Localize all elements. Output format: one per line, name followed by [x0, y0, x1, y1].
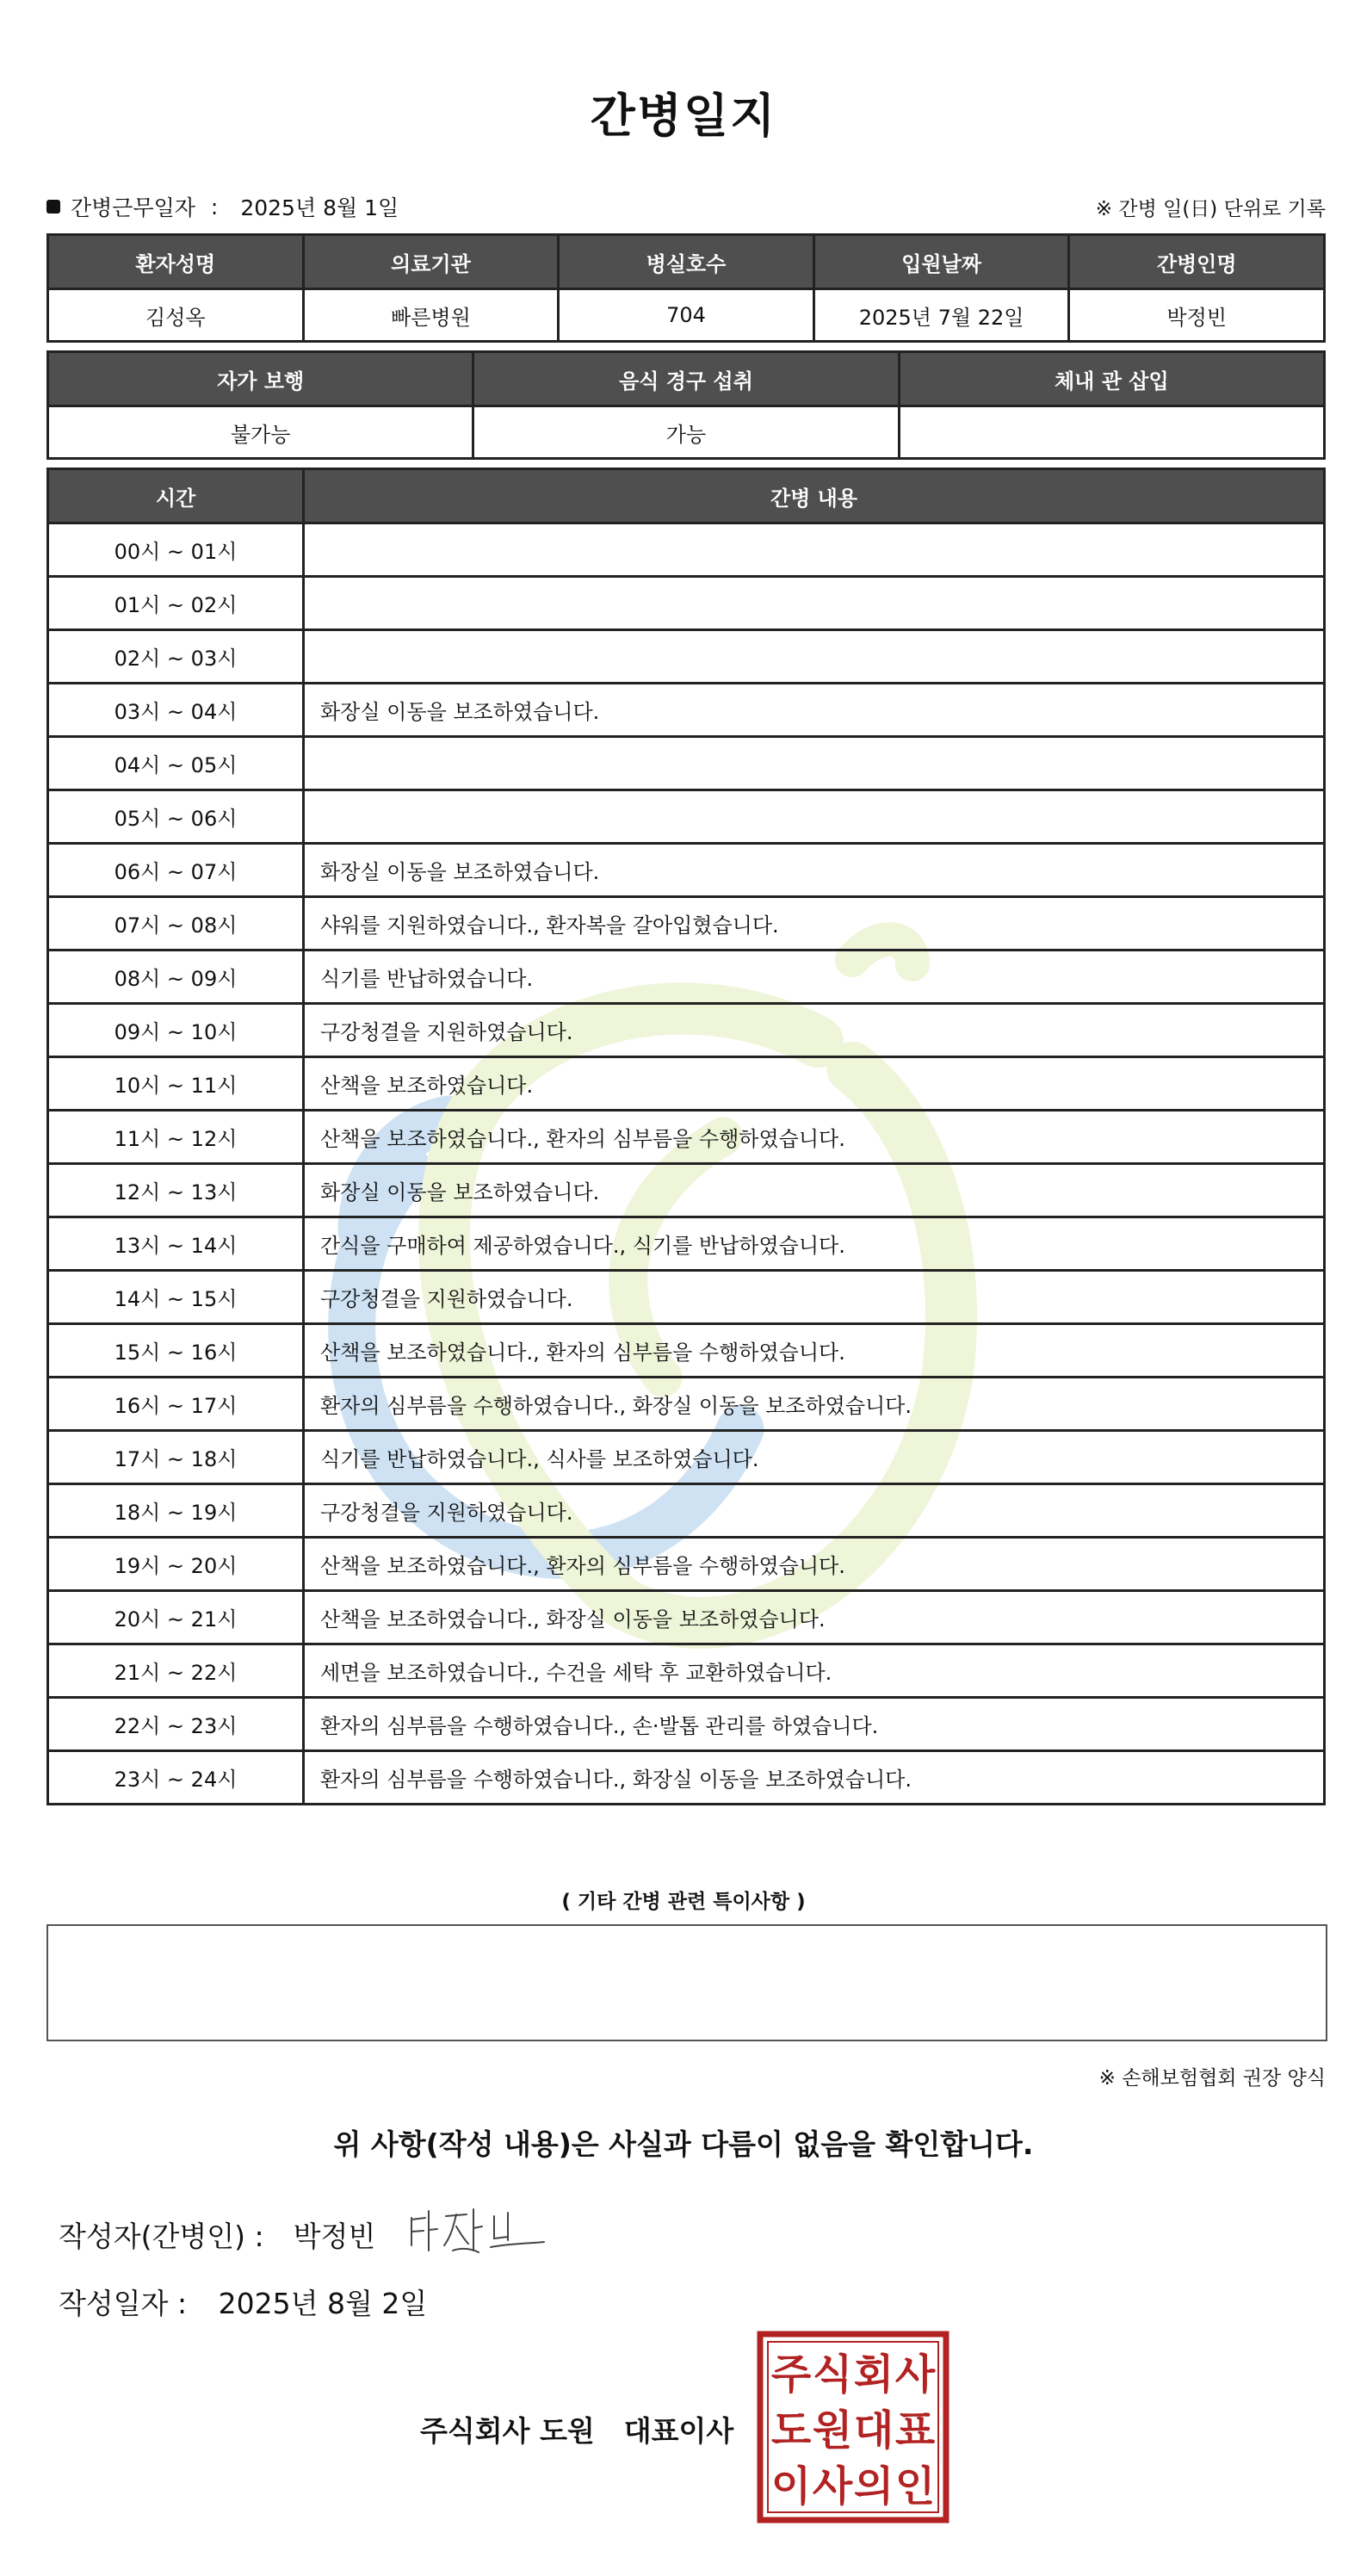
- time-cell: 13시 ~ 14시: [48, 1217, 304, 1271]
- table-row: [48, 1484, 1325, 1538]
- table-row: [48, 897, 1325, 951]
- header-tube-insertion: 체내 관 삽입: [899, 352, 1324, 406]
- header-care-content: 간병 내용: [304, 469, 1325, 523]
- patient-info-header-row: [48, 235, 1325, 289]
- content-cell: 구강청결을 지원하였습니다.: [304, 1271, 1325, 1324]
- content-cell: [304, 737, 1325, 790]
- time-cell: 23시 ~ 24시: [48, 1751, 304, 1805]
- header-room-number: 병실호수: [559, 235, 814, 289]
- content-cell: 간식을 구매하여 제공하였습니다., 식기를 반납하였습니다.: [304, 1217, 1325, 1271]
- svg-text:사: 사: [812, 2462, 853, 2511]
- table-row: [48, 844, 1325, 897]
- svg-text:의: 의: [853, 2462, 894, 2511]
- time-cell: 10시 ~ 11시: [48, 1057, 304, 1111]
- table-row: [48, 1111, 1325, 1164]
- table-row: [48, 1324, 1325, 1378]
- table-row: [48, 1004, 1325, 1057]
- time-cell: 14시 ~ 15시: [48, 1271, 304, 1324]
- content-cell: 산책을 보조하였습니다., 환자의 심부름을 수행하였습니다.: [304, 1111, 1325, 1164]
- svg-text:대: 대: [853, 2406, 894, 2455]
- writer-label: 작성자(간병인) :: [59, 2220, 264, 2253]
- time-cell: 11시 ~ 12시: [48, 1111, 304, 1164]
- care-log-header-row: [48, 469, 1325, 523]
- content-cell: 샤워를 지원하였습니다., 환자복을 갈아입혔습니다.: [304, 897, 1325, 951]
- svg-text:주: 주: [770, 2350, 812, 2399]
- content-cell: [304, 630, 1325, 684]
- time-cell: 01시 ~ 02시: [48, 577, 304, 630]
- table-row: [48, 1644, 1325, 1698]
- table-row: [48, 1538, 1325, 1591]
- unit-note: ※ 간병 일(日) 단위로 기록: [1095, 198, 1326, 220]
- svg-text:인: 인: [894, 2462, 936, 2511]
- writer-name: 박정빈: [293, 2220, 376, 2253]
- content-cell: 식기를 반납하였습니다.: [304, 951, 1325, 1004]
- content-cell: 구강청결을 지원하였습니다.: [304, 1484, 1325, 1538]
- table-row: [48, 1698, 1325, 1751]
- content-cell: 환자의 심부름을 수행하였습니다., 손·발톱 관리를 하였습니다.: [304, 1698, 1325, 1751]
- writer-line: [59, 2214, 375, 2255]
- written-date-line: [59, 2282, 427, 2322]
- written-date-label: 작성일자 :: [59, 2287, 188, 2320]
- work-date-colon: :: [210, 194, 219, 220]
- representative-title: 대표이사: [623, 2414, 734, 2448]
- content-cell: 세면을 보조하였습니다., 수건을 세탁 후 교환하였습니다.: [304, 1644, 1325, 1698]
- admission-date: 2025년 7월 22일: [813, 289, 1069, 342]
- table-row: [48, 1751, 1325, 1805]
- work-date-line: [46, 191, 399, 222]
- svg-text:식: 식: [812, 2350, 853, 2399]
- care-log-table: [46, 468, 1326, 1805]
- content-cell: 환자의 심부름을 수행하였습니다., 화장실 이동을 보조하였습니다.: [304, 1751, 1325, 1805]
- table-row: [48, 630, 1325, 684]
- content-cell: [304, 577, 1325, 630]
- oral-intake-value: 가능: [473, 406, 899, 459]
- work-date-value: 2025년 8월 1일: [240, 195, 399, 220]
- ability-value-row: [48, 406, 1325, 459]
- time-cell: 02시 ~ 03시: [48, 630, 304, 684]
- table-row: [48, 1217, 1325, 1271]
- patient-info-table: [46, 233, 1326, 343]
- tube-insertion-value: [899, 406, 1324, 459]
- time-cell: 06시 ~ 07시: [48, 844, 304, 897]
- patient-name: 김성옥: [48, 289, 304, 342]
- time-cell: 18시 ~ 19시: [48, 1484, 304, 1538]
- room-number: 704: [559, 289, 814, 342]
- table-row: [48, 951, 1325, 1004]
- self-walking-value: 불가능: [48, 406, 473, 459]
- table-row: [48, 1164, 1325, 1217]
- header-time: 시간: [48, 469, 304, 523]
- ability-header-row: [48, 352, 1325, 406]
- institution: 빠른병원: [303, 289, 559, 342]
- time-cell: 16시 ~ 17시: [48, 1378, 304, 1431]
- content-cell: 화장실 이동을 보조하였습니다.: [304, 684, 1325, 737]
- table-row: [48, 1057, 1325, 1111]
- content-cell: 산책을 보조하였습니다., 화장실 이동을 보조하였습니다.: [304, 1591, 1325, 1644]
- confirmation-statement: 위 사항(작성 내용)은 사실과 다름이 없음을 확인합니다.: [333, 2127, 1034, 2161]
- svg-text:사: 사: [894, 2350, 936, 2399]
- time-cell: 15시 ~ 16시: [48, 1324, 304, 1378]
- svg-text:원: 원: [812, 2406, 853, 2455]
- association-note: ※ 손해보험협회 권장 양식: [1098, 2067, 1326, 2090]
- time-cell: 22시 ~ 23시: [48, 1698, 304, 1751]
- svg-text:표: 표: [894, 2406, 936, 2455]
- table-row: [48, 1591, 1325, 1644]
- time-cell: 21시 ~ 22시: [48, 1644, 304, 1698]
- bullet-square-icon: [46, 200, 60, 214]
- patient-info-value-row: [48, 289, 1325, 342]
- header-self-walking: 자가 보행: [48, 352, 473, 406]
- ability-info-table: [46, 350, 1326, 460]
- content-cell: 구강청결을 지원하였습니다.: [304, 1004, 1325, 1057]
- content-cell: 산책을 보조하였습니다.: [304, 1057, 1325, 1111]
- header-caregiver-name: 간병인명: [1069, 235, 1325, 289]
- company-name: 주식회사 도원: [420, 2414, 595, 2448]
- table-row: [48, 684, 1325, 737]
- time-cell: 19시 ~ 20시: [48, 1538, 304, 1591]
- svg-text:도: 도: [770, 2406, 812, 2455]
- header-admission-date: 입원날짜: [813, 235, 1069, 289]
- time-cell: 00시 ~ 01시: [48, 523, 304, 577]
- content-cell: 환자의 심부름을 수행하였습니다., 화장실 이동을 보조하였습니다.: [304, 1378, 1325, 1431]
- table-row: [48, 1431, 1325, 1484]
- document-title: 간병일지: [590, 89, 777, 143]
- table-row: [48, 1378, 1325, 1431]
- content-cell: 산책을 보조하였습니다., 환자의 심부름을 수행하였습니다.: [304, 1538, 1325, 1591]
- time-cell: 12시 ~ 13시: [48, 1164, 304, 1217]
- time-cell: 04시 ~ 05시: [48, 737, 304, 790]
- handwritten-signature: [405, 2201, 551, 2261]
- company-line: [420, 2409, 733, 2449]
- table-row: [48, 737, 1325, 790]
- content-cell: 화장실 이동을 보조하였습니다.: [304, 844, 1325, 897]
- work-date-label: 간병근무일자: [71, 195, 195, 220]
- company-seal-stamp: [756, 2330, 950, 2524]
- time-cell: 03시 ~ 04시: [48, 684, 304, 737]
- time-cell: 08시 ~ 09시: [48, 951, 304, 1004]
- header-patient-name: 환자성명: [48, 235, 304, 289]
- time-cell: 07시 ~ 08시: [48, 897, 304, 951]
- svg-text:회: 회: [853, 2350, 894, 2399]
- content-cell: [304, 523, 1325, 577]
- caregiver-name: 박정빈: [1069, 289, 1325, 342]
- content-cell: [304, 790, 1325, 844]
- header-oral-intake: 음식 경구 섭취: [473, 352, 899, 406]
- header-institution: 의료기관: [303, 235, 559, 289]
- time-cell: 09시 ~ 10시: [48, 1004, 304, 1057]
- time-cell: 05시 ~ 06시: [48, 790, 304, 844]
- written-date-value: 2025년 8월 2일: [218, 2287, 428, 2320]
- extra-notes-title: ( 기타 간병 관련 특이사항 ): [561, 1891, 806, 1913]
- table-row: [48, 523, 1325, 577]
- table-row: [48, 790, 1325, 844]
- content-cell: 화장실 이동을 보조하였습니다.: [304, 1164, 1325, 1217]
- table-row: [48, 1271, 1325, 1324]
- content-cell: 식기를 반납하였습니다., 식사를 보조하였습니다.: [304, 1431, 1325, 1484]
- content-cell: 산책을 보조하였습니다., 환자의 심부름을 수행하였습니다.: [304, 1324, 1325, 1378]
- table-row: [48, 577, 1325, 630]
- svg-text:이: 이: [770, 2462, 812, 2511]
- time-cell: 17시 ~ 18시: [48, 1431, 304, 1484]
- extra-notes-box: [46, 1924, 1327, 2041]
- time-cell: 20시 ~ 21시: [48, 1591, 304, 1644]
